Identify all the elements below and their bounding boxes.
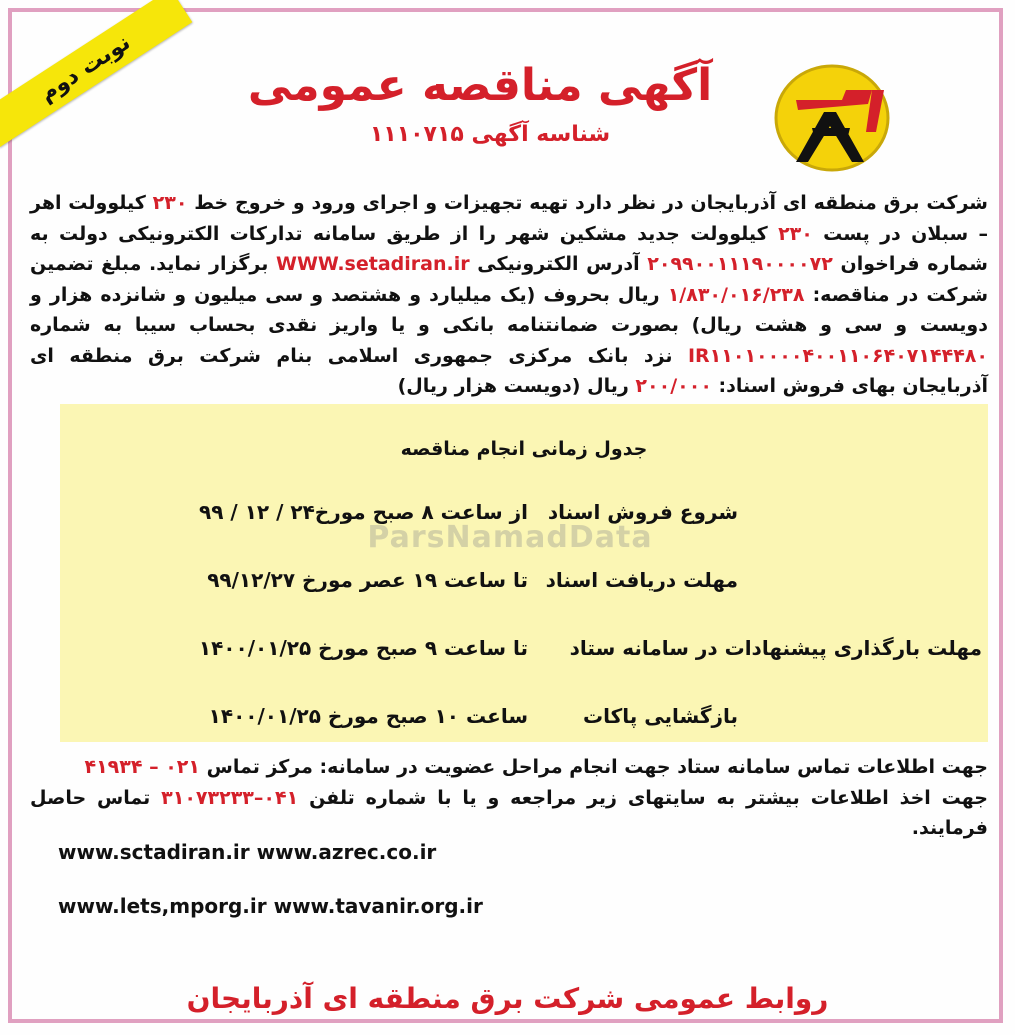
schedule-value: ساعت ۱۰ صبح مورخ ۱۴۰۰/۰۱/۲۵ <box>208 704 528 728</box>
body-text: ریال بحروف (یک میلیارد و هشتصد و سی میلیون و شانزده هزار و دویست و سی و هشت ریال) بصورت ضمانتنامه بانکی و یا واریز نقدی بحساب سیبا به شماره <box>30 283 988 336</box>
body-text: برگزار نماید. <box>149 253 276 275</box>
schedule-row <box>60 568 988 600</box>
schedule-value: تا ساعت ۹ صبح مورخ ۱۴۰۰/۰۱/۲۵ <box>198 636 528 660</box>
notice-title: آگهی مناقصه عمومی <box>247 60 713 111</box>
body-text: نزد بانک مرکزی جمهوری اسلامی بنام شرکت برق منطقه ای آذربایجان بهای فروش اسناد: <box>30 344 988 397</box>
contact-text: جهت اطلاعات تماس سامانه ستاد جهت انجام مراحل عضویت در سامانه: مرکز تماس <box>200 756 988 778</box>
schedule-value: از ساعت ۸ صبح مورخ۲۴ / ۱۲ / ۹۹ <box>199 500 528 524</box>
phone-number: ۰۴۱–۳۱۰۷۳۲۳۳ <box>161 786 299 809</box>
contact-info <box>30 752 988 844</box>
schedule-label: مهلت دریافت اسناد <box>545 568 738 592</box>
schedule-table <box>60 404 988 742</box>
schedule-label: شروع فروش اسناد <box>547 500 738 524</box>
company-logo-icon <box>772 62 892 174</box>
document-price: ۲۰۰/۰۰۰ <box>635 375 712 397</box>
contact-text: جهت اخذ اطلاعات بیشتر به سایتهای زیر مراجعه و یا با شماره تلفن <box>298 786 989 809</box>
website-links-2[interactable]: www.lets,mporg.ir www.tavanir.org.ir <box>58 894 483 918</box>
notice-id: شناسه آگهی ۱۱۱۰۷۱۵ <box>369 122 611 147</box>
body-text: ریال (دویست هزار ریال) <box>397 375 636 397</box>
schedule-label: مهلت بارگذاری پیشنهادات در سامانه ستاد <box>569 636 982 660</box>
website-links-1[interactable]: www.sctadiran.ir www.azrec.co.ir <box>58 840 437 864</box>
round-badge: نوبت دوم <box>0 0 192 147</box>
guarantee-amount: ۱/۸۳۰/۰۱۶/۲۳۸ <box>667 283 805 306</box>
schedule-row <box>60 704 988 736</box>
body-text: مبلغ تضمین شرکت در مناقصه: <box>30 253 988 306</box>
body-text: شرکت برق منطقه ای آذربایجان در نظر دارد تهیه تجهیزات و اجرای ورود و خروج خط <box>187 192 988 214</box>
notice-body <box>30 188 988 402</box>
account-number: IR۱۱۰۱۰۰۰۰۴۰۰۱۱۰۶۴۰۷۱۴۴۴۸۰ <box>687 344 988 367</box>
call-number: ۲۰۹۹۰۰۱۱۱۹۰۰۰۰۷۲ <box>647 253 833 275</box>
schedule-title: جدول زمانی انجام مناقصه <box>400 438 648 460</box>
setad-link[interactable]: WWW.setadiran.ir <box>276 253 470 275</box>
voltage-value: ۲۳۰ <box>152 192 188 214</box>
body-text: آدرس الکترونیکی <box>469 253 648 275</box>
public-relations-signature: روابط عمومی شرکت برق منطقه ای آذربایجان <box>186 982 829 1015</box>
body-text: کیلوولت جدید مشکین شهر را از طریق سامانه تدارکات الکترونیکی دولت به شماره فراخوان <box>30 222 988 275</box>
schedule-label: بازگشایی پاکات <box>583 704 738 728</box>
watermark: ParsNamadData <box>367 520 653 555</box>
call-center-number: ۰۲۱ – ۴۱۹۳۴ <box>84 756 200 778</box>
voltage-value: ۲۳۰ <box>778 222 813 245</box>
schedule-value: تا ساعت ۱۹ عصر مورخ ۹۹/۱۲/۲۷ <box>207 568 528 592</box>
contact-text: تماس حاصل فرمایند. <box>30 786 988 839</box>
schedule-row <box>60 636 988 668</box>
body-text: کیلوولت اهر – سبلان در پست <box>30 192 989 245</box>
